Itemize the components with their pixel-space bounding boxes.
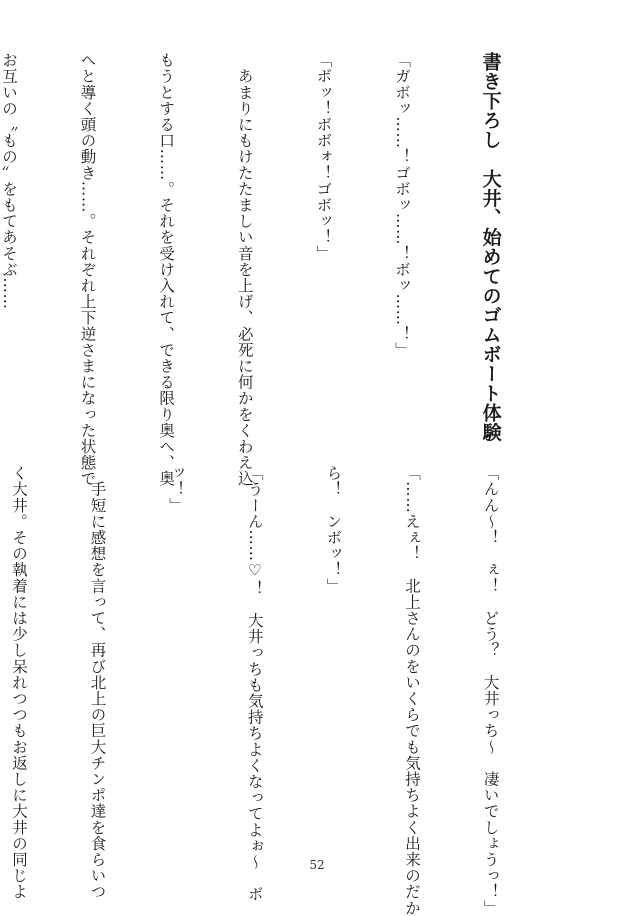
text-line: く大井。その執着には少し呆れつつもお返しに大井の同じよ xyxy=(9,465,28,900)
chapter-title: 書き下ろし 大井、始めてのゴムボート体験 xyxy=(479,52,502,442)
text-line: あまりにもけたたましい音を上げ、必死に何かをくわえ込 xyxy=(235,52,254,487)
page-number: 52 xyxy=(309,858,325,872)
text-line: 「……えぇ！ 北上さんのをいくらでも気持ちよく出来のだか xyxy=(402,465,421,916)
text-line: もうとする口……。それを受け入れて、できる限り奥へ、奥 xyxy=(157,52,176,487)
text-line: お互いの〝もの〟をもてあそぶ…… xyxy=(0,52,18,310)
text-line: 「んん〜！ ぇ！ どう？ 大井っち〜 凄いでしょうっ！」 xyxy=(481,465,500,916)
text-line: 「うーん……♡！ 大井っちも気持ちよくなってよぉ〜 ボ xyxy=(245,465,264,903)
text-line: 手短に感想を言って、再び北上の巨大チンポ達を食らいつ xyxy=(88,465,107,900)
text-line: 「ガボッ……！ゴボッ……！ボッ……！」 xyxy=(392,52,411,358)
text-line: 「ボッ！ボボォ！ゴボッ！」 xyxy=(314,52,333,262)
text-line: ッ！」 xyxy=(167,465,186,514)
text-line: ら！ ンボッ！」 xyxy=(324,465,343,594)
text-line: へと導く頭の動き……。それぞれ上下逆さまになった状態で xyxy=(78,52,97,487)
upper-text-block xyxy=(0,52,556,487)
